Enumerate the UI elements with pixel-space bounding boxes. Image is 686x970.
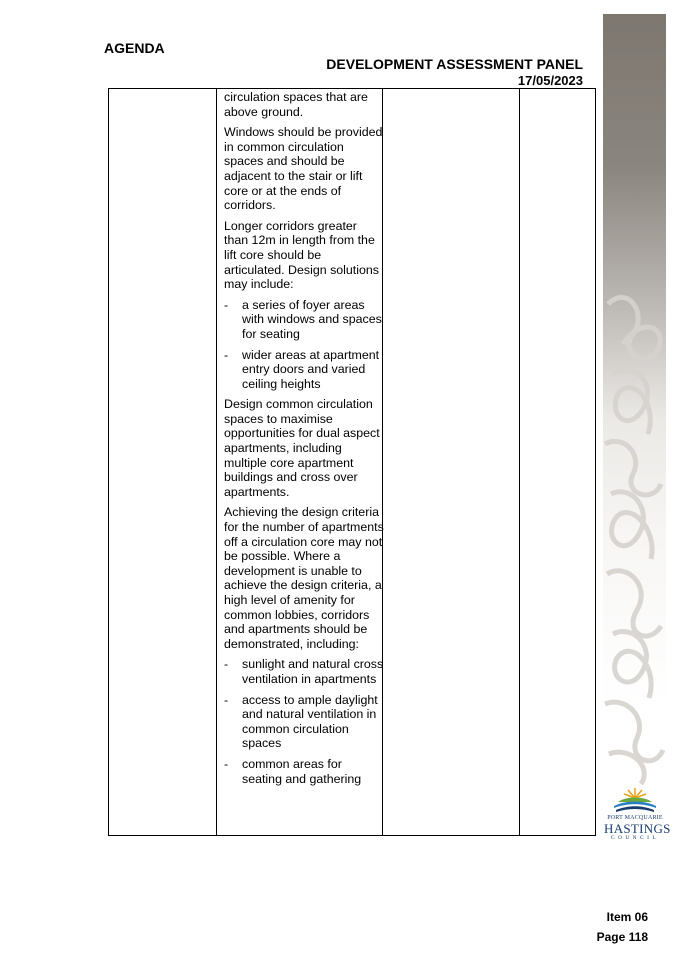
dash-marker: - [224, 657, 229, 672]
list-item-text: wider areas at apartment entry doors and varied ceiling heights [242, 347, 380, 391]
dash-marker: - [224, 347, 229, 362]
dash-marker: - [224, 297, 229, 312]
paragraph: circulation spaces that are above ground. [224, 90, 368, 119]
list-item-text: common areas for seating and gathering [242, 756, 362, 786]
assessment-table [108, 88, 596, 836]
list-item [224, 348, 384, 392]
panel-heading: DEVELOPMENT ASSESSMENT PANEL [326, 56, 583, 72]
dash-marker: - [224, 756, 229, 771]
design-guidance-cell [224, 90, 384, 792]
meeting-date: 17/05/2023 [517, 73, 583, 88]
agenda-heading: AGENDA [104, 40, 165, 56]
sun-wave-emblem [604, 784, 666, 816]
list-item [224, 693, 384, 751]
page-number: Page 118 [596, 930, 648, 944]
dash-marker: - [224, 692, 229, 707]
logo-text-hastings: HASTINGS [604, 821, 671, 836]
column-divider [216, 89, 217, 835]
column-divider [519, 89, 520, 835]
logo-text-port-macquarie: PORT MACQUARIE [607, 815, 663, 821]
list-item [224, 298, 384, 342]
decorative-sidebar [603, 14, 671, 857]
list-item-text: access to ample daylight and natural ventilation in common circulation spaces [242, 692, 378, 751]
paragraph: Achieving the design criteria for the number of apartments off a circulation core may not be possible. Where a development is unable to achieve the design criteria, a high level of amenity for common lobbies, corridors and apartments should be demonstrated, including: [224, 505, 384, 651]
swirl-pattern [603, 14, 671, 857]
paragraph: Longer corridors greater than 12m in length from the lift core should be articulated. Design solutions may include: [224, 218, 379, 292]
list-item [224, 657, 384, 686]
list-item-text: a series of foyer areas with windows and spaces for seating [242, 297, 382, 341]
paragraph: Design common circulation spaces to maximise opportunities for dual aspect apartments, including multiple core apartment buildings and cross over apartments. [224, 397, 380, 499]
logo-text-council: COUNCIL [610, 835, 660, 841]
council-logo [604, 784, 671, 844]
paragraph: Windows should be provided in common circulation spaces and should be adjacent to the stair or lift core or at the ends of corridors. [224, 125, 383, 213]
list-item-text: sunlight and natural cross ventilation in apartments [242, 657, 384, 686]
list-item [224, 757, 384, 786]
item-number: Item 06 [606, 910, 648, 924]
